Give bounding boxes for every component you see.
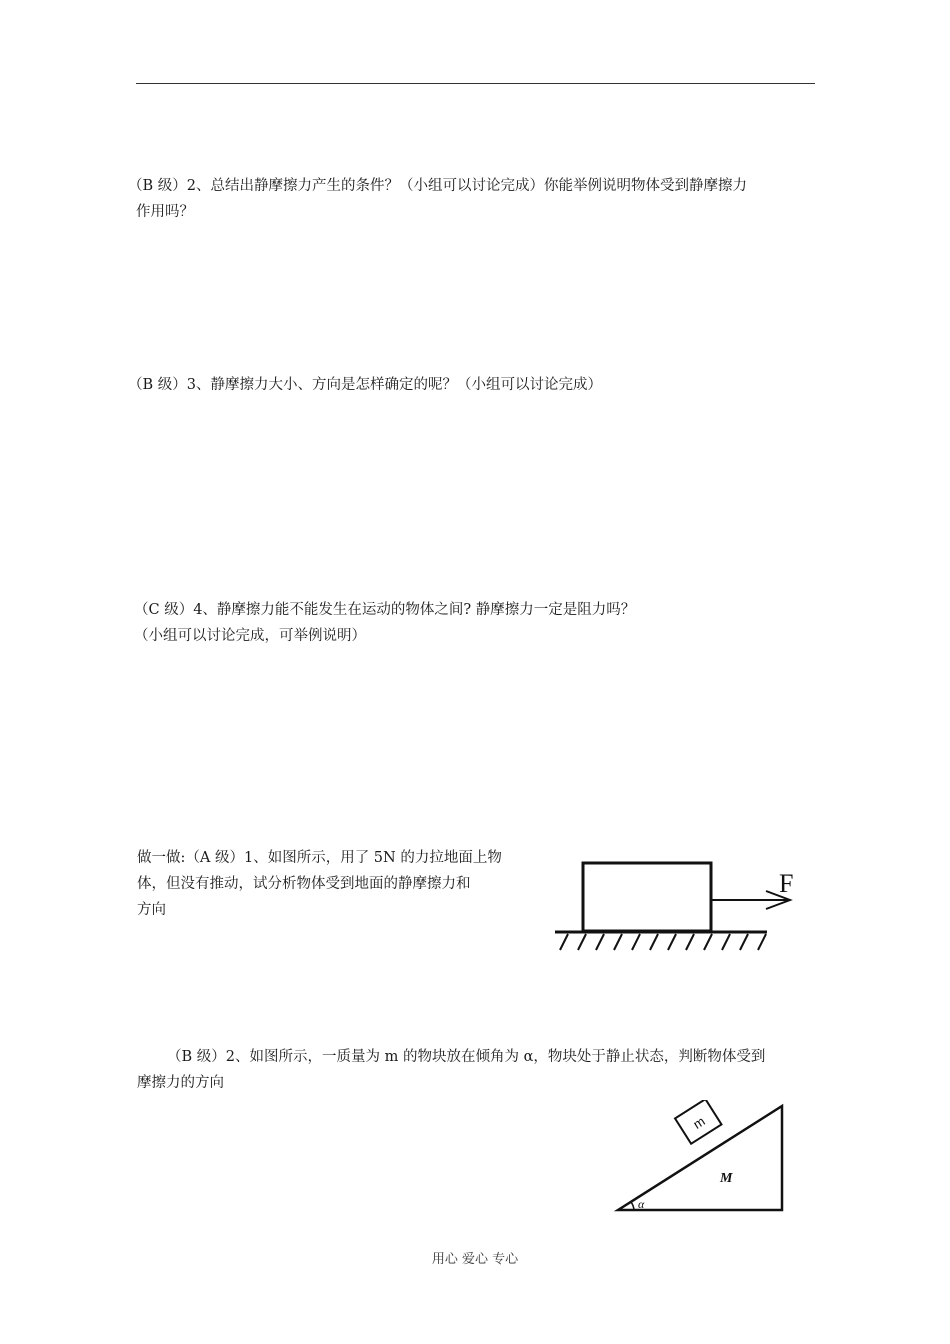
figure-block-on-ground — [550, 855, 810, 955]
question-2-line-1: （B 级）2、总结出静摩擦力产生的条件？（小组可以讨论完成）你能举例说明物体受到静摩擦力 — [128, 178, 747, 194]
wedge-label: M — [720, 1171, 733, 1186]
exercise-2-line-2: 摩擦力的方向 — [137, 1075, 224, 1091]
question-4-line-2: （小组可以讨论完成，可举例说明） — [134, 628, 366, 644]
exercise-2-line-1: （B 级）2、如图所示，一质量为 m 的物块放在倾角为 α，物块处于静止状态，判断物体受到 — [167, 1049, 766, 1065]
ground-hatching — [560, 934, 766, 950]
force-label: F — [779, 869, 794, 898]
question-3-line-1: （B 级）3、静摩擦力大小、方向是怎样确定的呢？（小组可以讨论完成） — [128, 377, 602, 393]
header-rule — [136, 83, 815, 84]
block-m-label: m — [690, 1113, 708, 1132]
figure-block-on-incline — [612, 1100, 792, 1215]
exercise-2 — [137, 1044, 765, 1096]
exercise-1 — [137, 845, 502, 923]
exercise-1-line-2: 体，但没有推动，试分析物体受到地面的静摩擦力和 — [137, 876, 471, 892]
angle-label: α — [638, 1197, 645, 1211]
block — [583, 863, 711, 931]
question-2-line-2: 作用吗？ — [136, 204, 194, 220]
footer: 用心 爱心 专心 — [431, 1252, 519, 1267]
exercise-1-line-1: 做一做:（A 级）1、如图所示，用了 5N 的力拉地面上物 — [137, 850, 502, 866]
question-2 — [128, 173, 747, 225]
question-4-line-1: （C 级）4、静摩擦力能不能发生在运动的物体之间? 静摩擦力一定是阻力吗？ — [134, 602, 636, 618]
question-4 — [134, 597, 635, 649]
question-3 — [128, 372, 602, 398]
exercise-1-line-3: 方向 — [137, 902, 166, 918]
